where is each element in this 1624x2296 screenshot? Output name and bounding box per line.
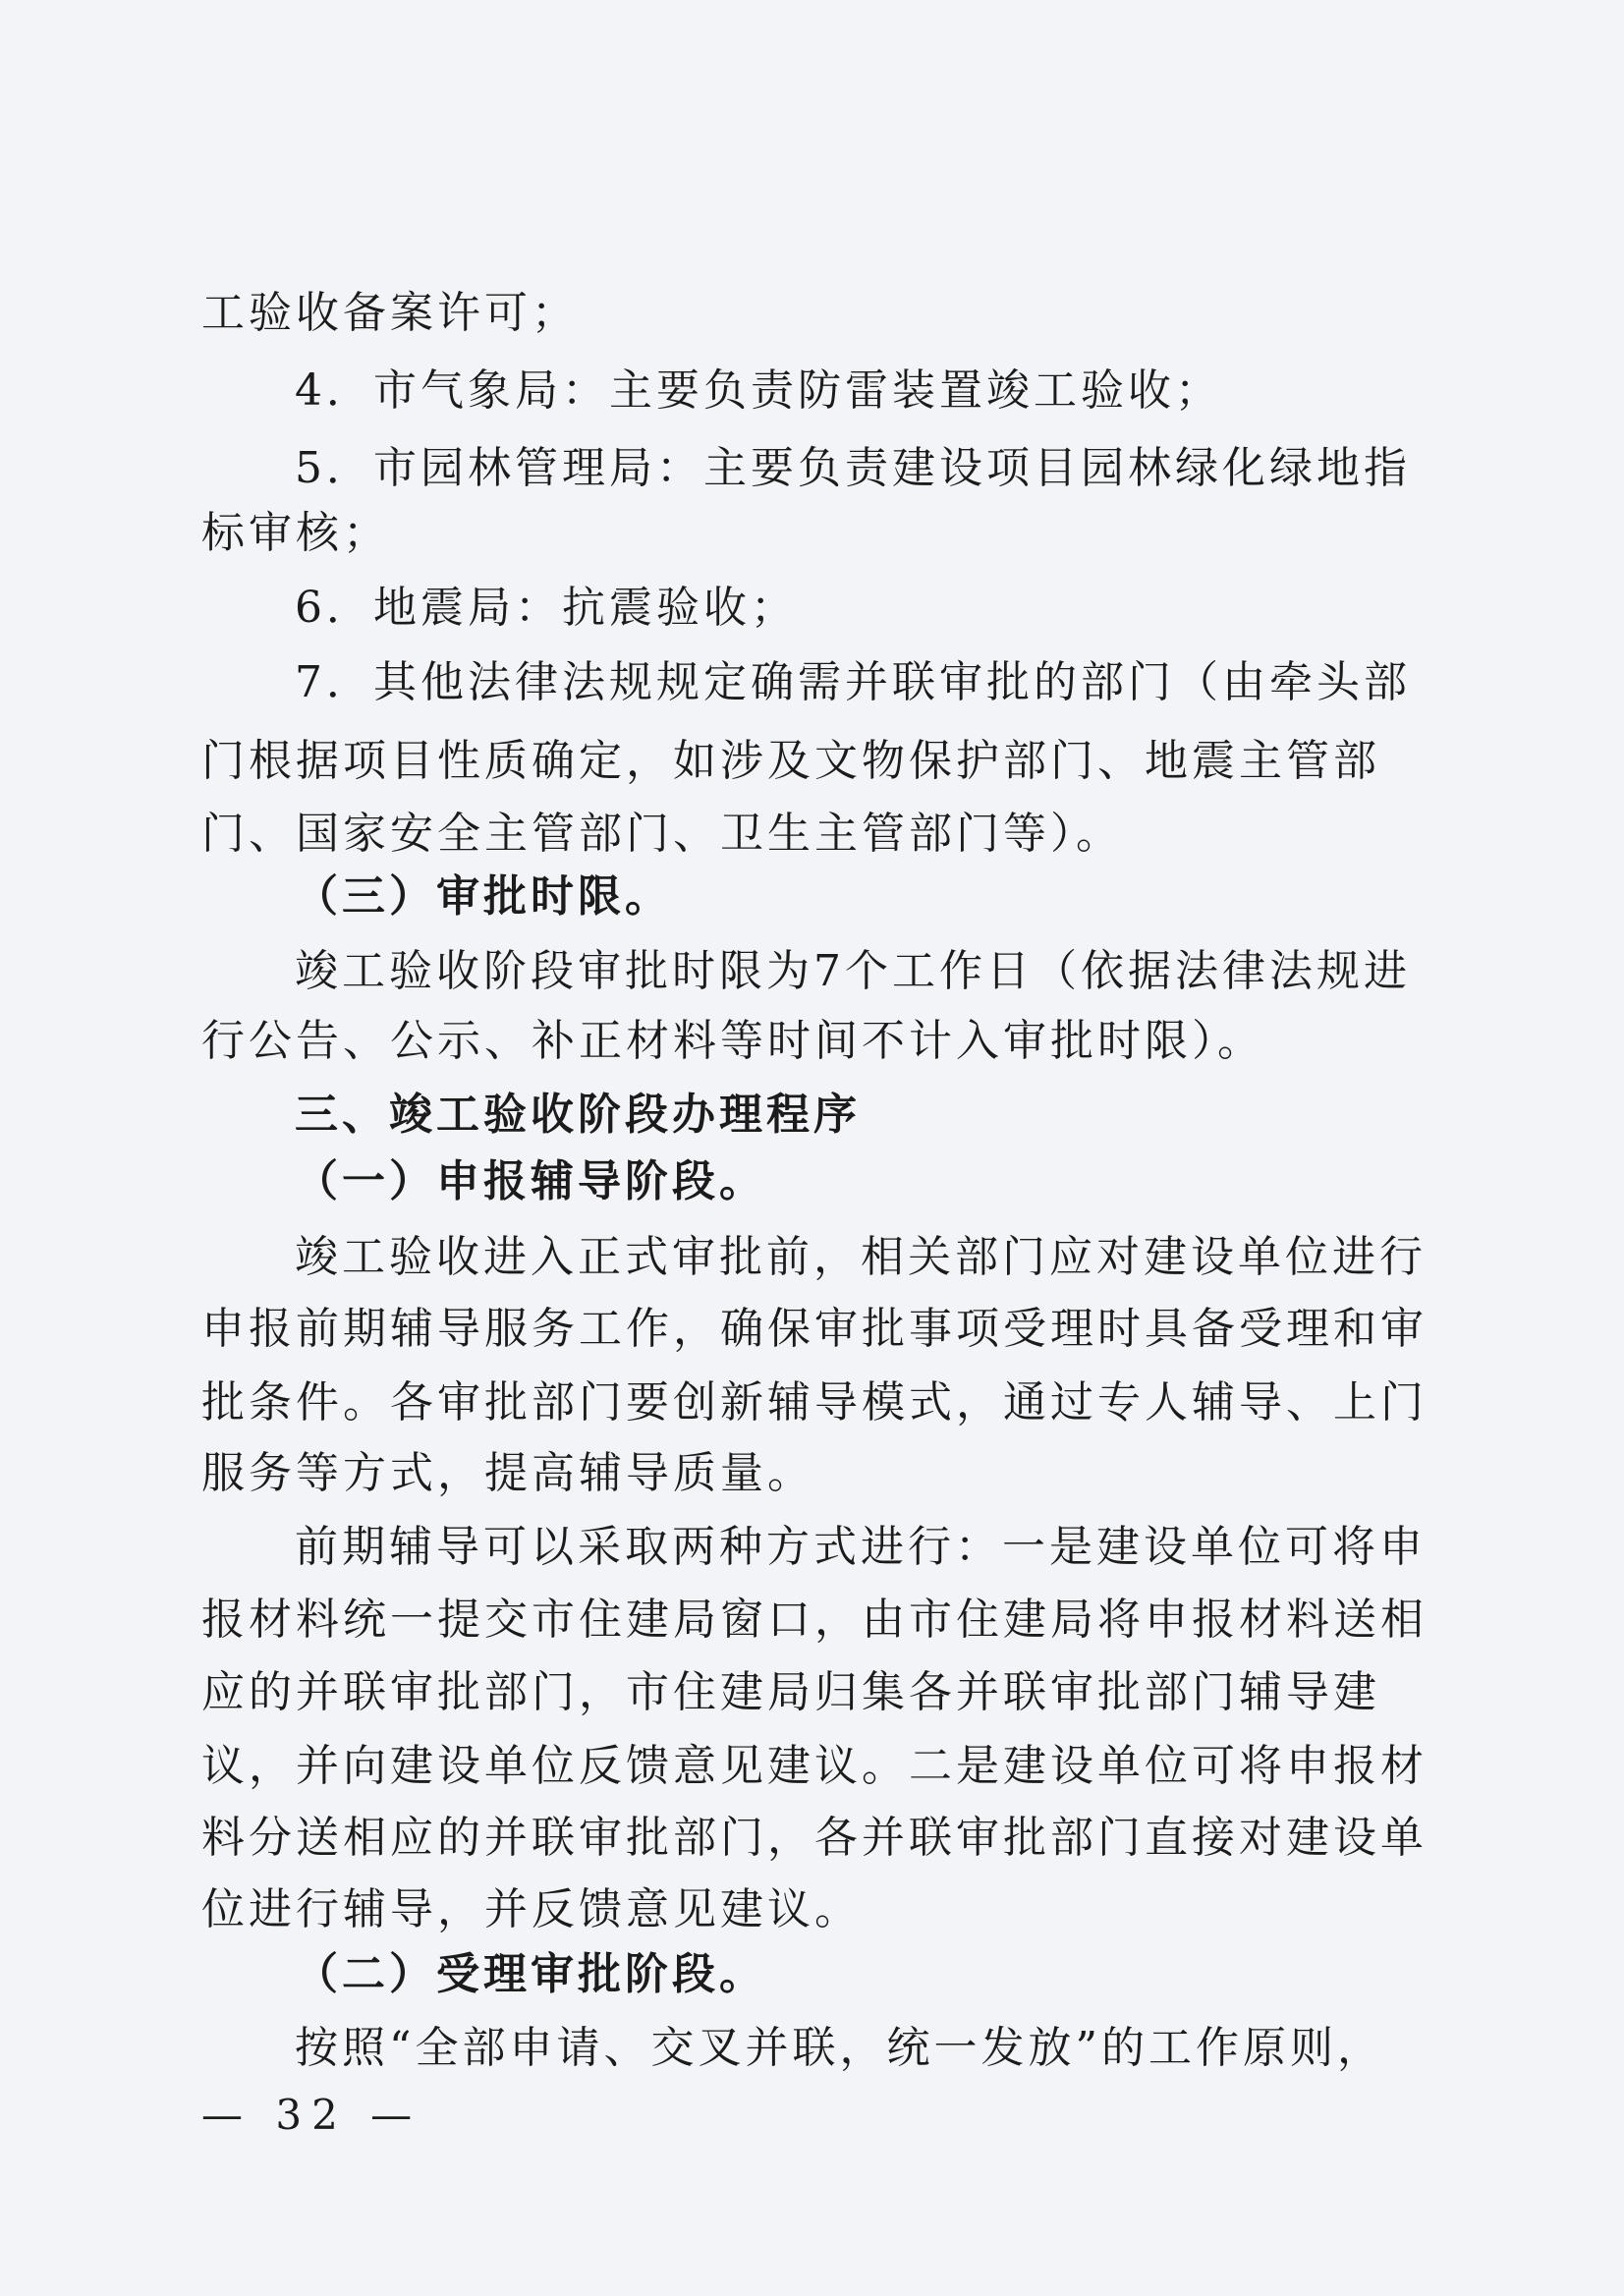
text-line: 竣工验收阶段审批时限为7个工作日（依据法律法规进 [295, 946, 1411, 996]
text-line: 前期辅导可以采取两种方式进行：一是建设单位可将申 [295, 1522, 1427, 1572]
text-line: 报材料统一提交市住建局窗口，由市住建局将申报材料送相 [201, 1595, 1428, 1645]
text-line: 服务等方式，提高辅导质量。 [201, 1448, 814, 1498]
text-line: 行公告、公示、补正材料等时间不计入审批时限）。 [201, 1016, 1264, 1066]
text-line: 议，并向建设单位反馈意见建议。二是建设单位可将申报材 [201, 1741, 1428, 1791]
page-number: — 32 — [201, 2091, 422, 2139]
section-heading: 三、竣工验收阶段办理程序 [295, 1090, 861, 1140]
section-heading: （二）受理审批阶段。 [295, 1949, 766, 1999]
text-line: 7．其他法律法规规定确需并联审批的部门（由牵头部 [295, 657, 1411, 707]
text-line: 工验收备案许可； [201, 288, 579, 338]
text-line: 标审核； [201, 508, 390, 558]
text-line: 批条件。各审批部门要创新辅导模式，通过专人辅导、上门 [201, 1377, 1428, 1428]
text-line: 按照“全部申请、交叉并联，统一发放”的工作原则， [295, 2023, 1384, 2073]
text-line: 门根据项目性质确定，如涉及文物保护部门、地震主管部 [201, 736, 1380, 786]
text-line: 6．地震局：抗震验收； [295, 583, 798, 633]
section-heading: （一）申报辅导阶段。 [295, 1156, 766, 1206]
text-line: 4．市气象局：主要负责防雷装置竣工验收； [295, 365, 1222, 416]
text-line: 申报前期辅导服务工作，确保审批事项受理时具备受理和审 [201, 1304, 1428, 1354]
text-line: 应的并联审批部门，市住建局归集各并联审批部门辅导建 [201, 1667, 1380, 1717]
section-heading: （三）审批时限。 [295, 871, 672, 922]
text-line: 位进行辅导，并反馈意见建议。 [201, 1884, 862, 1934]
text-line: 门、国家安全主管部门、卫生主管部门等）。 [201, 809, 1123, 859]
text-line: 料分送相应的并联审批部门，各并联审批部门直接对建设单 [201, 1813, 1428, 1863]
text-line: 5．市园林管理局：主要负责建设项目园林绿化绿地指 [295, 443, 1411, 493]
text-line: 竣工验收进入正式审批前，相关部门应对建设单位进行 [295, 1232, 1427, 1282]
